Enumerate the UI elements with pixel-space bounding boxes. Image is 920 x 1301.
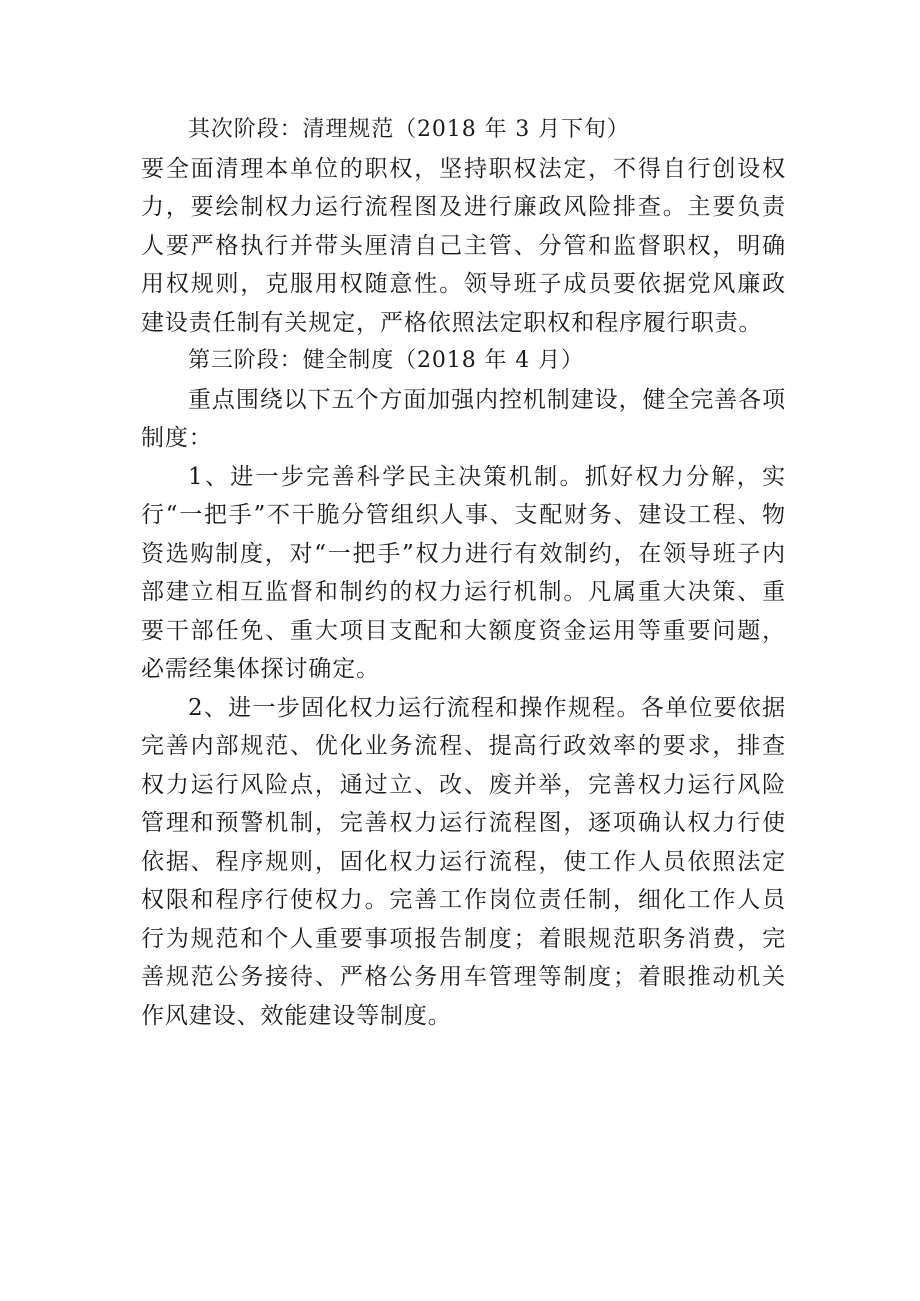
stage3-intro-paragraph: 重点围绕以下五个方面加强内控机制建设，健全完善各项制度： (141, 386, 786, 451)
stage2-heading: 其次阶段：清理规范（2018 年 3 月下旬） (188, 117, 630, 142)
document-body (141, 111, 786, 1035)
item-2-paragraph: 2、进一步固化权力运行流程和操作规程。各单位要依据完善内部规范、优化业务流程、提高行政效率的要求，排查权力运行风险点，通过立、改、废并举，完善权力运行风险管理和预警机制，完善权力运行流程图，逐项确认权力行使依据、程序规则，固化权力运行流程，使工作人员依照法定权限和程序行使权力。完善工作岗位责任制，细化工作人员行为规范和个人重要事项报告制度；着眼规范职务消费，完善规范公务接待、严格公务用车管理等制度；着眼推动机关作风建设、效能建设等制度。 (141, 694, 786, 1029)
stage3-heading: 第三阶段：健全制度（2018 年 4 月） (188, 348, 584, 373)
item-1-paragraph: 1、进一步完善科学民主决策机制。抓好权力分解，实行“一把手”不干脆分管组织人事、支配财务、建设工程、物资选购制度，对“一把手”权力进行有效制约，在领导班子内部建立相互监督和制约的权力运行机制。凡属重大决策、重要干部任免、重大项目支配和大额度资金运用等重要问题，必需经集体探讨确定。 (141, 463, 786, 682)
stage2-body-paragraph: 要全面清理本单位的职权，坚持职权法定，不得自行创设权力，要绘制权力运行流程图及进行廉政风险排查。主要负责人要严格执行并带头厘清自己主管、分管和监督职权，明确用权规则，克服用权随意性。领导班子成员要依据党风廉政建设责任制有关规定，严格依照法定职权和程序履行职责。 (141, 155, 786, 336)
